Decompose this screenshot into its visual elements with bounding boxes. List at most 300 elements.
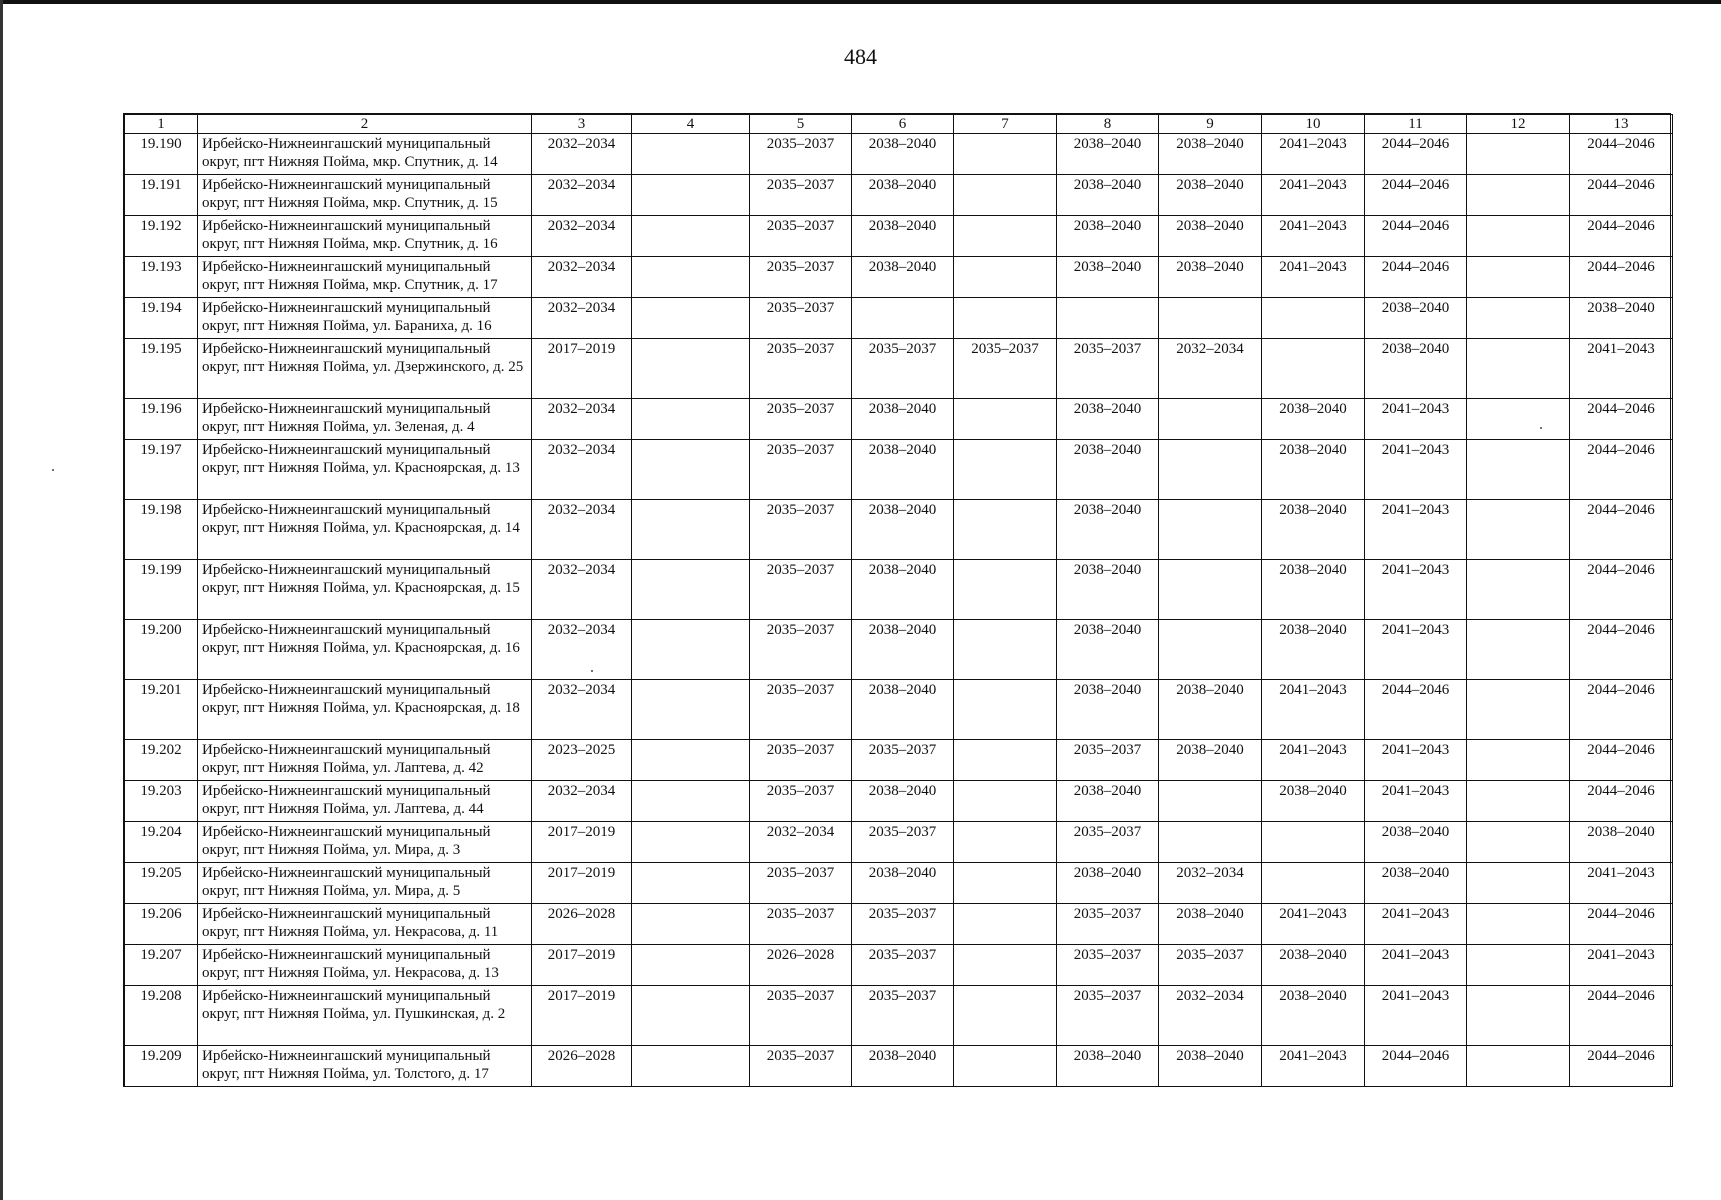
period-cell-col-10: 2041–2043 <box>1262 216 1365 257</box>
period-cell-col-4 <box>632 216 750 257</box>
period-cell-col-8: 2035–2037 <box>1057 740 1159 781</box>
period-cell-col-6: 2038–2040 <box>852 680 954 740</box>
row-number-cell: 19.194 <box>125 298 198 339</box>
period-cell-col-11: 2038–2040 <box>1365 863 1467 904</box>
period-cell-col-8: 2038–2040 <box>1057 399 1159 440</box>
period-cell-col-12 <box>1467 134 1570 175</box>
period-cell-col-6: 2038–2040 <box>852 560 954 620</box>
column-header-7: 7 <box>954 115 1057 134</box>
period-cell-col-5: 2035–2037 <box>750 740 852 781</box>
address-cell: Ирбейско-Нижнеингашский муниципальный округ, пгт Нижняя Пойма, ул. Пушкинская, д. 2 <box>198 986 532 1046</box>
period-cell-col-11: 2041–2043 <box>1365 440 1467 500</box>
period-cell-col-12 <box>1467 945 1570 986</box>
scan-speck <box>591 670 593 672</box>
period-cell-col-3: 2032–2034 <box>532 175 632 216</box>
table-row <box>125 986 1673 1046</box>
period-cell-col-6: 2038–2040 <box>852 1046 954 1087</box>
column-header-2: 2 <box>198 115 532 134</box>
period-cell-col-11: 2041–2043 <box>1365 740 1467 781</box>
period-cell-col-8: 2038–2040 <box>1057 781 1159 822</box>
row-number-cell: 19.209 <box>125 1046 198 1087</box>
period-cell-col-9: 2038–2040 <box>1159 134 1262 175</box>
period-cell-col-4 <box>632 620 750 680</box>
period-cell-col-4 <box>632 257 750 298</box>
period-cell-col-5: 2035–2037 <box>750 298 852 339</box>
period-cell-col-13: 2044–2046 <box>1570 560 1673 620</box>
period-cell-col-10: 2038–2040 <box>1262 620 1365 680</box>
period-cell-col-4 <box>632 175 750 216</box>
period-cell-col-6: 2038–2040 <box>852 781 954 822</box>
period-cell-col-4 <box>632 560 750 620</box>
period-cell-col-8: 2035–2037 <box>1057 986 1159 1046</box>
period-cell-col-9: 2038–2040 <box>1159 904 1262 945</box>
address-cell: Ирбейско-Нижнеингашский муниципальный округ, пгт Нижняя Пойма, ул. Красноярская, д. 13 <box>198 440 532 500</box>
period-cell-col-13: 2041–2043 <box>1570 945 1673 986</box>
address-cell: Ирбейско-Нижнеингашский муниципальный округ, пгт Нижняя Пойма, ул. Бараниха, д. 16 <box>198 298 532 339</box>
period-cell-col-10: 2038–2040 <box>1262 945 1365 986</box>
period-cell-col-9: 2032–2034 <box>1159 863 1262 904</box>
table-row <box>125 904 1673 945</box>
table-row <box>125 399 1673 440</box>
row-number-cell: 19.205 <box>125 863 198 904</box>
period-cell-col-11: 2041–2043 <box>1365 904 1467 945</box>
period-cell-col-7 <box>954 440 1057 500</box>
period-cell-col-3: 2017–2019 <box>532 339 632 399</box>
period-cell-col-6: 2035–2037 <box>852 822 954 863</box>
period-cell-col-6: 2038–2040 <box>852 216 954 257</box>
period-cell-col-7 <box>954 620 1057 680</box>
row-number-cell: 19.208 <box>125 986 198 1046</box>
table-row <box>125 440 1673 500</box>
period-cell-col-7 <box>954 500 1057 560</box>
address-cell: Ирбейско-Нижнеингашский муниципальный округ, пгт Нижняя Пойма, ул. Мира, д. 5 <box>198 863 532 904</box>
period-cell-col-8: 2038–2040 <box>1057 216 1159 257</box>
period-cell-col-7: 2035–2037 <box>954 339 1057 399</box>
column-header-13: 13 <box>1570 115 1673 134</box>
row-number-cell: 19.202 <box>125 740 198 781</box>
period-cell-col-10: 2041–2043 <box>1262 904 1365 945</box>
period-cell-col-8: 2035–2037 <box>1057 945 1159 986</box>
period-cell-col-3: 2032–2034 <box>532 781 632 822</box>
period-cell-col-3: 2032–2034 <box>532 399 632 440</box>
period-cell-col-11: 2044–2046 <box>1365 134 1467 175</box>
period-cell-col-7 <box>954 1046 1057 1087</box>
period-cell-col-4 <box>632 863 750 904</box>
period-cell-col-9: 2032–2034 <box>1159 986 1262 1046</box>
schedule-table <box>124 114 1673 1087</box>
address-cell: Ирбейско-Нижнеингашский муниципальный округ, пгт Нижняя Пойма, ул. Некрасова, д. 13 <box>198 945 532 986</box>
address-cell: Ирбейско-Нижнеингашский муниципальный округ, пгт Нижняя Пойма, мкр. Спутник, д. 15 <box>198 175 532 216</box>
period-cell-col-7 <box>954 257 1057 298</box>
period-cell-col-13: 2044–2046 <box>1570 257 1673 298</box>
period-cell-col-8: 2038–2040 <box>1057 680 1159 740</box>
period-cell-col-8: 2038–2040 <box>1057 1046 1159 1087</box>
period-cell-col-3: 2017–2019 <box>532 945 632 986</box>
table-row <box>125 175 1673 216</box>
left-scan-edge <box>0 0 3 1200</box>
period-cell-col-9 <box>1159 560 1262 620</box>
period-cell-col-13: 2044–2046 <box>1570 399 1673 440</box>
period-cell-col-5: 2032–2034 <box>750 822 852 863</box>
period-cell-col-6: 2038–2040 <box>852 500 954 560</box>
period-cell-col-9 <box>1159 822 1262 863</box>
period-cell-col-9: 2038–2040 <box>1159 175 1262 216</box>
period-cell-col-8: 2038–2040 <box>1057 257 1159 298</box>
period-cell-col-5: 2035–2037 <box>750 440 852 500</box>
period-cell-col-6: 2038–2040 <box>852 620 954 680</box>
period-cell-col-3: 2032–2034 <box>532 620 632 680</box>
period-cell-col-6: 2035–2037 <box>852 740 954 781</box>
row-number-cell: 19.196 <box>125 399 198 440</box>
period-cell-col-6 <box>852 298 954 339</box>
row-number-cell: 19.197 <box>125 440 198 500</box>
period-cell-col-3: 2032–2034 <box>532 440 632 500</box>
table-row <box>125 298 1673 339</box>
period-cell-col-9: 2032–2034 <box>1159 339 1262 399</box>
period-cell-col-8: 2038–2040 <box>1057 175 1159 216</box>
period-cell-col-7 <box>954 134 1057 175</box>
period-cell-col-13: 2044–2046 <box>1570 440 1673 500</box>
period-cell-col-13: 2041–2043 <box>1570 339 1673 399</box>
period-cell-col-8: 2035–2037 <box>1057 822 1159 863</box>
period-cell-col-3: 2017–2019 <box>532 822 632 863</box>
address-cell: Ирбейско-Нижнеингашский муниципальный округ, пгт Нижняя Пойма, ул. Красноярская, д. 18 <box>198 680 532 740</box>
period-cell-col-3: 2032–2034 <box>532 680 632 740</box>
row-number-cell: 19.191 <box>125 175 198 216</box>
period-cell-col-13: 2044–2046 <box>1570 986 1673 1046</box>
period-cell-col-8: 2038–2040 <box>1057 620 1159 680</box>
period-cell-col-10: 2038–2040 <box>1262 399 1365 440</box>
period-cell-col-5: 2035–2037 <box>750 863 852 904</box>
period-cell-col-10: 2038–2040 <box>1262 560 1365 620</box>
period-cell-col-11: 2041–2043 <box>1365 560 1467 620</box>
period-cell-col-10 <box>1262 822 1365 863</box>
period-cell-col-9 <box>1159 500 1262 560</box>
period-cell-col-11: 2038–2040 <box>1365 298 1467 339</box>
address-cell: Ирбейско-Нижнеингашский муниципальный округ, пгт Нижняя Пойма, ул. Зеленая, д. 4 <box>198 399 532 440</box>
period-cell-col-10: 2041–2043 <box>1262 175 1365 216</box>
table-row <box>125 863 1673 904</box>
scan-speck <box>1540 427 1542 429</box>
period-cell-col-7 <box>954 945 1057 986</box>
period-cell-col-12 <box>1467 1046 1570 1087</box>
period-cell-col-13: 2044–2046 <box>1570 1046 1673 1087</box>
period-cell-col-10: 2041–2043 <box>1262 257 1365 298</box>
period-cell-col-4 <box>632 339 750 399</box>
period-cell-col-3: 2026–2028 <box>532 904 632 945</box>
period-cell-col-4 <box>632 781 750 822</box>
period-cell-col-8: 2035–2037 <box>1057 339 1159 399</box>
period-cell-col-3: 2032–2034 <box>532 216 632 257</box>
column-header-5: 5 <box>750 115 852 134</box>
period-cell-col-5: 2035–2037 <box>750 399 852 440</box>
period-cell-col-8: 2038–2040 <box>1057 863 1159 904</box>
period-cell-col-10: 2041–2043 <box>1262 1046 1365 1087</box>
period-cell-col-9 <box>1159 620 1262 680</box>
period-cell-col-4 <box>632 822 750 863</box>
period-cell-col-7 <box>954 904 1057 945</box>
period-cell-col-9 <box>1159 298 1262 339</box>
column-header-3: 3 <box>532 115 632 134</box>
table-row <box>125 781 1673 822</box>
period-cell-col-12 <box>1467 257 1570 298</box>
period-cell-col-13: 2044–2046 <box>1570 134 1673 175</box>
period-cell-col-10: 2038–2040 <box>1262 781 1365 822</box>
period-cell-col-3: 2032–2034 <box>532 134 632 175</box>
period-cell-col-6: 2038–2040 <box>852 134 954 175</box>
row-number-cell: 19.206 <box>125 904 198 945</box>
row-number-cell: 19.190 <box>125 134 198 175</box>
column-header-10: 10 <box>1262 115 1365 134</box>
period-cell-col-9: 2038–2040 <box>1159 216 1262 257</box>
period-cell-col-6: 2038–2040 <box>852 863 954 904</box>
period-cell-col-5: 2035–2037 <box>750 339 852 399</box>
period-cell-col-11: 2044–2046 <box>1365 257 1467 298</box>
period-cell-col-7 <box>954 781 1057 822</box>
period-cell-col-10 <box>1262 863 1365 904</box>
period-cell-col-3: 2026–2028 <box>532 1046 632 1087</box>
table-row <box>125 822 1673 863</box>
address-cell: Ирбейско-Нижнеингашский муниципальный округ, пгт Нижняя Пойма, ул. Дзержинского, д. 25 <box>198 339 532 399</box>
period-cell-col-12 <box>1467 560 1570 620</box>
period-cell-col-6: 2038–2040 <box>852 257 954 298</box>
row-number-cell: 19.199 <box>125 560 198 620</box>
period-cell-col-11: 2044–2046 <box>1365 175 1467 216</box>
row-number-cell: 19.204 <box>125 822 198 863</box>
period-cell-col-7 <box>954 175 1057 216</box>
address-cell: Ирбейско-Нижнеингашский муниципальный округ, пгт Нижняя Пойма, ул. Некрасова, д. 11 <box>198 904 532 945</box>
table-row <box>125 740 1673 781</box>
period-cell-col-13: 2044–2046 <box>1570 175 1673 216</box>
period-cell-col-12 <box>1467 822 1570 863</box>
row-number-cell: 19.192 <box>125 216 198 257</box>
period-cell-col-9: 2038–2040 <box>1159 257 1262 298</box>
address-cell: Ирбейско-Нижнеингашский муниципальный округ, пгт Нижняя Пойма, ул. Толстого, д. 17 <box>198 1046 532 1087</box>
column-header-4: 4 <box>632 115 750 134</box>
period-cell-col-11: 2044–2046 <box>1365 680 1467 740</box>
period-cell-col-11: 2044–2046 <box>1365 216 1467 257</box>
period-cell-col-12 <box>1467 781 1570 822</box>
period-cell-col-13: 2044–2046 <box>1570 216 1673 257</box>
period-cell-col-7 <box>954 298 1057 339</box>
period-cell-col-4 <box>632 986 750 1046</box>
column-header-11: 11 <box>1365 115 1467 134</box>
period-cell-col-12 <box>1467 740 1570 781</box>
period-cell-col-8: 2038–2040 <box>1057 440 1159 500</box>
period-cell-col-13: 2038–2040 <box>1570 298 1673 339</box>
period-cell-col-4 <box>632 1046 750 1087</box>
period-cell-col-13: 2044–2046 <box>1570 904 1673 945</box>
page-number: 484 <box>844 44 877 69</box>
period-cell-col-5: 2035–2037 <box>750 500 852 560</box>
column-header-9: 9 <box>1159 115 1262 134</box>
period-cell-col-11: 2044–2046 <box>1365 1046 1467 1087</box>
table-row <box>125 216 1673 257</box>
period-cell-col-7 <box>954 986 1057 1046</box>
period-cell-col-12 <box>1467 216 1570 257</box>
period-cell-col-11: 2038–2040 <box>1365 822 1467 863</box>
row-number-cell: 19.200 <box>125 620 198 680</box>
period-cell-col-5: 2035–2037 <box>750 216 852 257</box>
period-cell-col-3: 2032–2034 <box>532 257 632 298</box>
period-cell-col-12 <box>1467 175 1570 216</box>
period-cell-col-7 <box>954 680 1057 740</box>
period-cell-col-7 <box>954 216 1057 257</box>
period-cell-col-5: 2035–2037 <box>750 904 852 945</box>
period-cell-col-6: 2035–2037 <box>852 339 954 399</box>
period-cell-col-5: 2035–2037 <box>750 680 852 740</box>
period-cell-col-4 <box>632 945 750 986</box>
period-cell-col-5: 2035–2037 <box>750 257 852 298</box>
period-cell-col-11: 2041–2043 <box>1365 399 1467 440</box>
table-row <box>125 945 1673 986</box>
period-cell-col-4 <box>632 680 750 740</box>
period-cell-col-7 <box>954 822 1057 863</box>
period-cell-col-10: 2041–2043 <box>1262 134 1365 175</box>
period-cell-col-11: 2038–2040 <box>1365 339 1467 399</box>
period-cell-col-11: 2041–2043 <box>1365 781 1467 822</box>
period-cell-col-4 <box>632 740 750 781</box>
period-cell-col-10 <box>1262 298 1365 339</box>
period-cell-col-8 <box>1057 298 1159 339</box>
period-cell-col-13: 2038–2040 <box>1570 822 1673 863</box>
period-cell-col-9: 2038–2040 <box>1159 740 1262 781</box>
period-cell-col-5: 2035–2037 <box>750 560 852 620</box>
address-cell: Ирбейско-Нижнеингашский муниципальный округ, пгт Нижняя Пойма, ул. Красноярская, д. 16 <box>198 620 532 680</box>
period-cell-col-9 <box>1159 399 1262 440</box>
table-row <box>125 134 1673 175</box>
period-cell-col-12 <box>1467 500 1570 560</box>
table-row <box>125 257 1673 298</box>
period-cell-col-3: 2032–2034 <box>532 500 632 560</box>
period-cell-col-10: 2041–2043 <box>1262 740 1365 781</box>
period-cell-col-3: 2032–2034 <box>532 560 632 620</box>
column-header-6: 6 <box>852 115 954 134</box>
table-row <box>125 339 1673 399</box>
period-cell-col-11: 2041–2043 <box>1365 620 1467 680</box>
period-cell-col-13: 2044–2046 <box>1570 781 1673 822</box>
period-cell-col-11: 2041–2043 <box>1365 986 1467 1046</box>
period-cell-col-13: 2044–2046 <box>1570 680 1673 740</box>
period-cell-col-5: 2035–2037 <box>750 781 852 822</box>
period-cell-col-3: 2017–2019 <box>532 986 632 1046</box>
period-cell-col-12 <box>1467 863 1570 904</box>
period-cell-col-12 <box>1467 986 1570 1046</box>
table-row <box>125 1046 1673 1087</box>
table-row <box>125 500 1673 560</box>
column-header-12: 12 <box>1467 115 1570 134</box>
period-cell-col-9: 2038–2040 <box>1159 1046 1262 1087</box>
period-cell-col-10: 2038–2040 <box>1262 500 1365 560</box>
period-cell-col-5: 2035–2037 <box>750 986 852 1046</box>
row-number-cell: 19.203 <box>125 781 198 822</box>
row-number-cell: 19.201 <box>125 680 198 740</box>
period-cell-col-4 <box>632 500 750 560</box>
top-scan-edge <box>0 0 1721 4</box>
period-cell-col-4 <box>632 399 750 440</box>
period-cell-col-12 <box>1467 399 1570 440</box>
period-cell-col-5: 2035–2037 <box>750 134 852 175</box>
period-cell-col-7 <box>954 740 1057 781</box>
period-cell-col-10: 2038–2040 <box>1262 986 1365 1046</box>
period-cell-col-5: 2035–2037 <box>750 620 852 680</box>
period-cell-col-12 <box>1467 904 1570 945</box>
table-row <box>125 620 1673 680</box>
period-cell-col-6: 2035–2037 <box>852 945 954 986</box>
period-cell-col-10: 2041–2043 <box>1262 680 1365 740</box>
period-cell-col-11: 2041–2043 <box>1365 945 1467 986</box>
period-cell-col-6: 2038–2040 <box>852 399 954 440</box>
period-cell-col-13: 2041–2043 <box>1570 863 1673 904</box>
period-cell-col-13: 2044–2046 <box>1570 620 1673 680</box>
period-cell-col-4 <box>632 134 750 175</box>
period-cell-col-12 <box>1467 339 1570 399</box>
column-header-1: 1 <box>125 115 198 134</box>
period-cell-col-10 <box>1262 339 1365 399</box>
row-number-cell: 19.195 <box>125 339 198 399</box>
period-cell-col-12 <box>1467 440 1570 500</box>
address-cell: Ирбейско-Нижнеингашский муниципальный округ, пгт Нижняя Пойма, мкр. Спутник, д. 14 <box>198 134 532 175</box>
period-cell-col-4 <box>632 440 750 500</box>
row-number-cell: 19.193 <box>125 257 198 298</box>
scan-speck <box>52 469 54 471</box>
period-cell-col-5: 2035–2037 <box>750 1046 852 1087</box>
address-cell: Ирбейско-Нижнеингашский муниципальный округ, пгт Нижняя Пойма, ул. Лаптева, д. 42 <box>198 740 532 781</box>
table-header-row <box>125 115 1673 134</box>
period-cell-col-9: 2038–2040 <box>1159 680 1262 740</box>
period-cell-col-7 <box>954 399 1057 440</box>
period-cell-col-3: 2023–2025 <box>532 740 632 781</box>
address-cell: Ирбейско-Нижнеингашский муниципальный округ, пгт Нижняя Пойма, мкр. Спутник, д. 16 <box>198 216 532 257</box>
period-cell-col-4 <box>632 298 750 339</box>
period-cell-col-12 <box>1467 620 1570 680</box>
period-cell-col-8: 2038–2040 <box>1057 560 1159 620</box>
period-cell-col-8: 2038–2040 <box>1057 134 1159 175</box>
period-cell-col-11: 2041–2043 <box>1365 500 1467 560</box>
period-cell-col-8: 2038–2040 <box>1057 500 1159 560</box>
column-header-8: 8 <box>1057 115 1159 134</box>
period-cell-col-6: 2038–2040 <box>852 440 954 500</box>
period-cell-col-3: 2017–2019 <box>532 863 632 904</box>
period-cell-col-13: 2044–2046 <box>1570 740 1673 781</box>
period-cell-col-9: 2035–2037 <box>1159 945 1262 986</box>
period-cell-col-12 <box>1467 298 1570 339</box>
period-cell-col-7 <box>954 863 1057 904</box>
period-cell-col-10: 2038–2040 <box>1262 440 1365 500</box>
period-cell-col-9 <box>1159 440 1262 500</box>
table-body <box>125 134 1673 1087</box>
table-row <box>125 560 1673 620</box>
period-cell-col-13: 2044–2046 <box>1570 500 1673 560</box>
period-cell-col-6: 2038–2040 <box>852 175 954 216</box>
row-number-cell: 19.207 <box>125 945 198 986</box>
period-cell-col-9 <box>1159 781 1262 822</box>
period-cell-col-6: 2035–2037 <box>852 904 954 945</box>
row-number-cell: 19.198 <box>125 500 198 560</box>
period-cell-col-8: 2035–2037 <box>1057 904 1159 945</box>
address-cell: Ирбейско-Нижнеингашский муниципальный округ, пгт Нижняя Пойма, ул. Мира, д. 3 <box>198 822 532 863</box>
period-cell-col-12 <box>1467 680 1570 740</box>
address-cell: Ирбейско-Нижнеингашский муниципальный округ, пгт Нижняя Пойма, ул. Красноярская, д. 15 <box>198 560 532 620</box>
address-cell: Ирбейско-Нижнеингашский муниципальный округ, пгт Нижняя Пойма, мкр. Спутник, д. 17 <box>198 257 532 298</box>
address-cell: Ирбейско-Нижнеингашский муниципальный округ, пгт Нижняя Пойма, ул. Лаптева, д. 44 <box>198 781 532 822</box>
period-cell-col-5: 2026–2028 <box>750 945 852 986</box>
period-cell-col-3: 2032–2034 <box>532 298 632 339</box>
address-cell: Ирбейско-Нижнеингашский муниципальный округ, пгт Нижняя Пойма, ул. Красноярская, д. 14 <box>198 500 532 560</box>
period-cell-col-6: 2035–2037 <box>852 986 954 1046</box>
period-cell-col-7 <box>954 560 1057 620</box>
period-cell-col-5: 2035–2037 <box>750 175 852 216</box>
